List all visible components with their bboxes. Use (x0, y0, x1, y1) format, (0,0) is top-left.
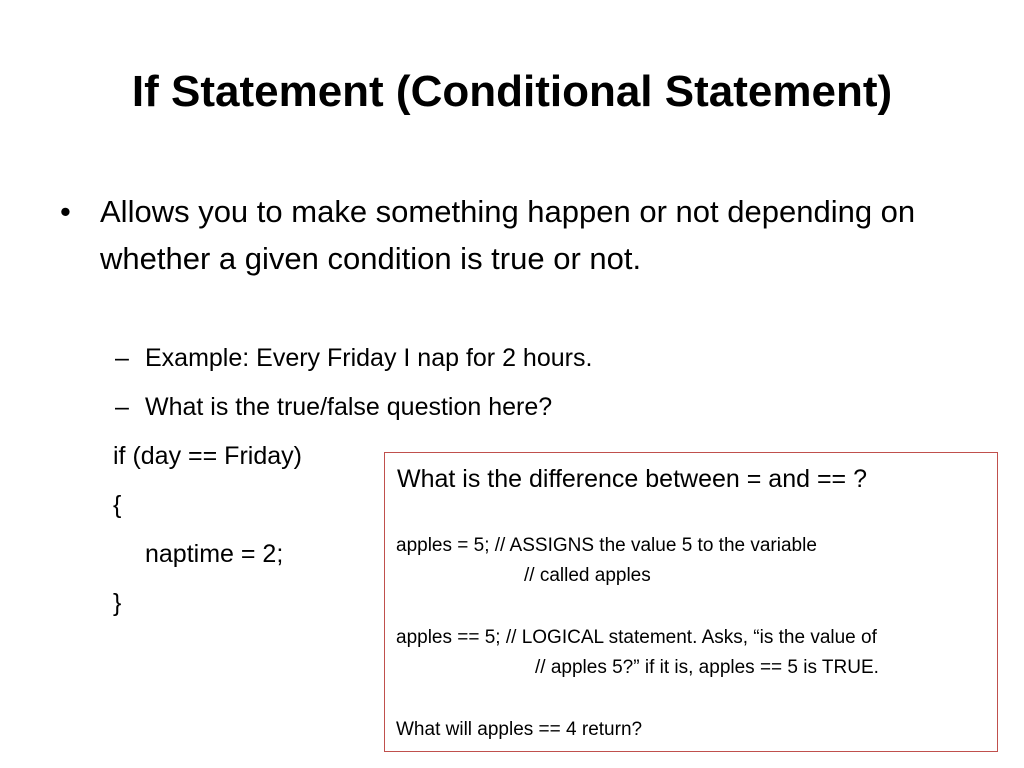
code-line-if: if (day == Friday) (113, 442, 302, 470)
bullet-marker: • (60, 194, 71, 229)
note-line-assign: apples = 5; // ASSIGNS the value 5 to the variable (396, 535, 817, 556)
sub-bullet-text: Example: Every Friday I nap for 2 hours. (145, 344, 593, 372)
main-bullet-text: Allows you to make something happen or not depending on whether a given condition is true or not. (100, 194, 916, 276)
sub-bullet-marker: – (115, 344, 129, 372)
note-line-assign-cont: // called apples (524, 565, 651, 586)
code-line-assignment: naptime = 2; (145, 540, 284, 568)
code-line-close-brace: } (113, 589, 122, 617)
note-title: What is the difference between = and == ? (397, 465, 867, 493)
sub-bullet-text: What is the true/false question here? (145, 393, 553, 421)
note-line-logical: apples == 5; // LOGICAL statement. Asks, “is the value of (396, 627, 877, 648)
main-bullet (60, 188, 930, 282)
sub-bullet-example (115, 342, 592, 374)
note-line-question: What will apples == 4 return? (396, 719, 643, 740)
slide-title: If Statement (Conditional Statement) (131, 67, 893, 116)
sub-bullet-question (115, 391, 552, 423)
note-box (384, 452, 998, 752)
sub-bullet-marker: – (115, 393, 129, 421)
note-line-logical-cont: // apples 5?” if it is, apples == 5 is TRUE. (535, 657, 879, 678)
code-line-open-brace: { (113, 491, 122, 519)
